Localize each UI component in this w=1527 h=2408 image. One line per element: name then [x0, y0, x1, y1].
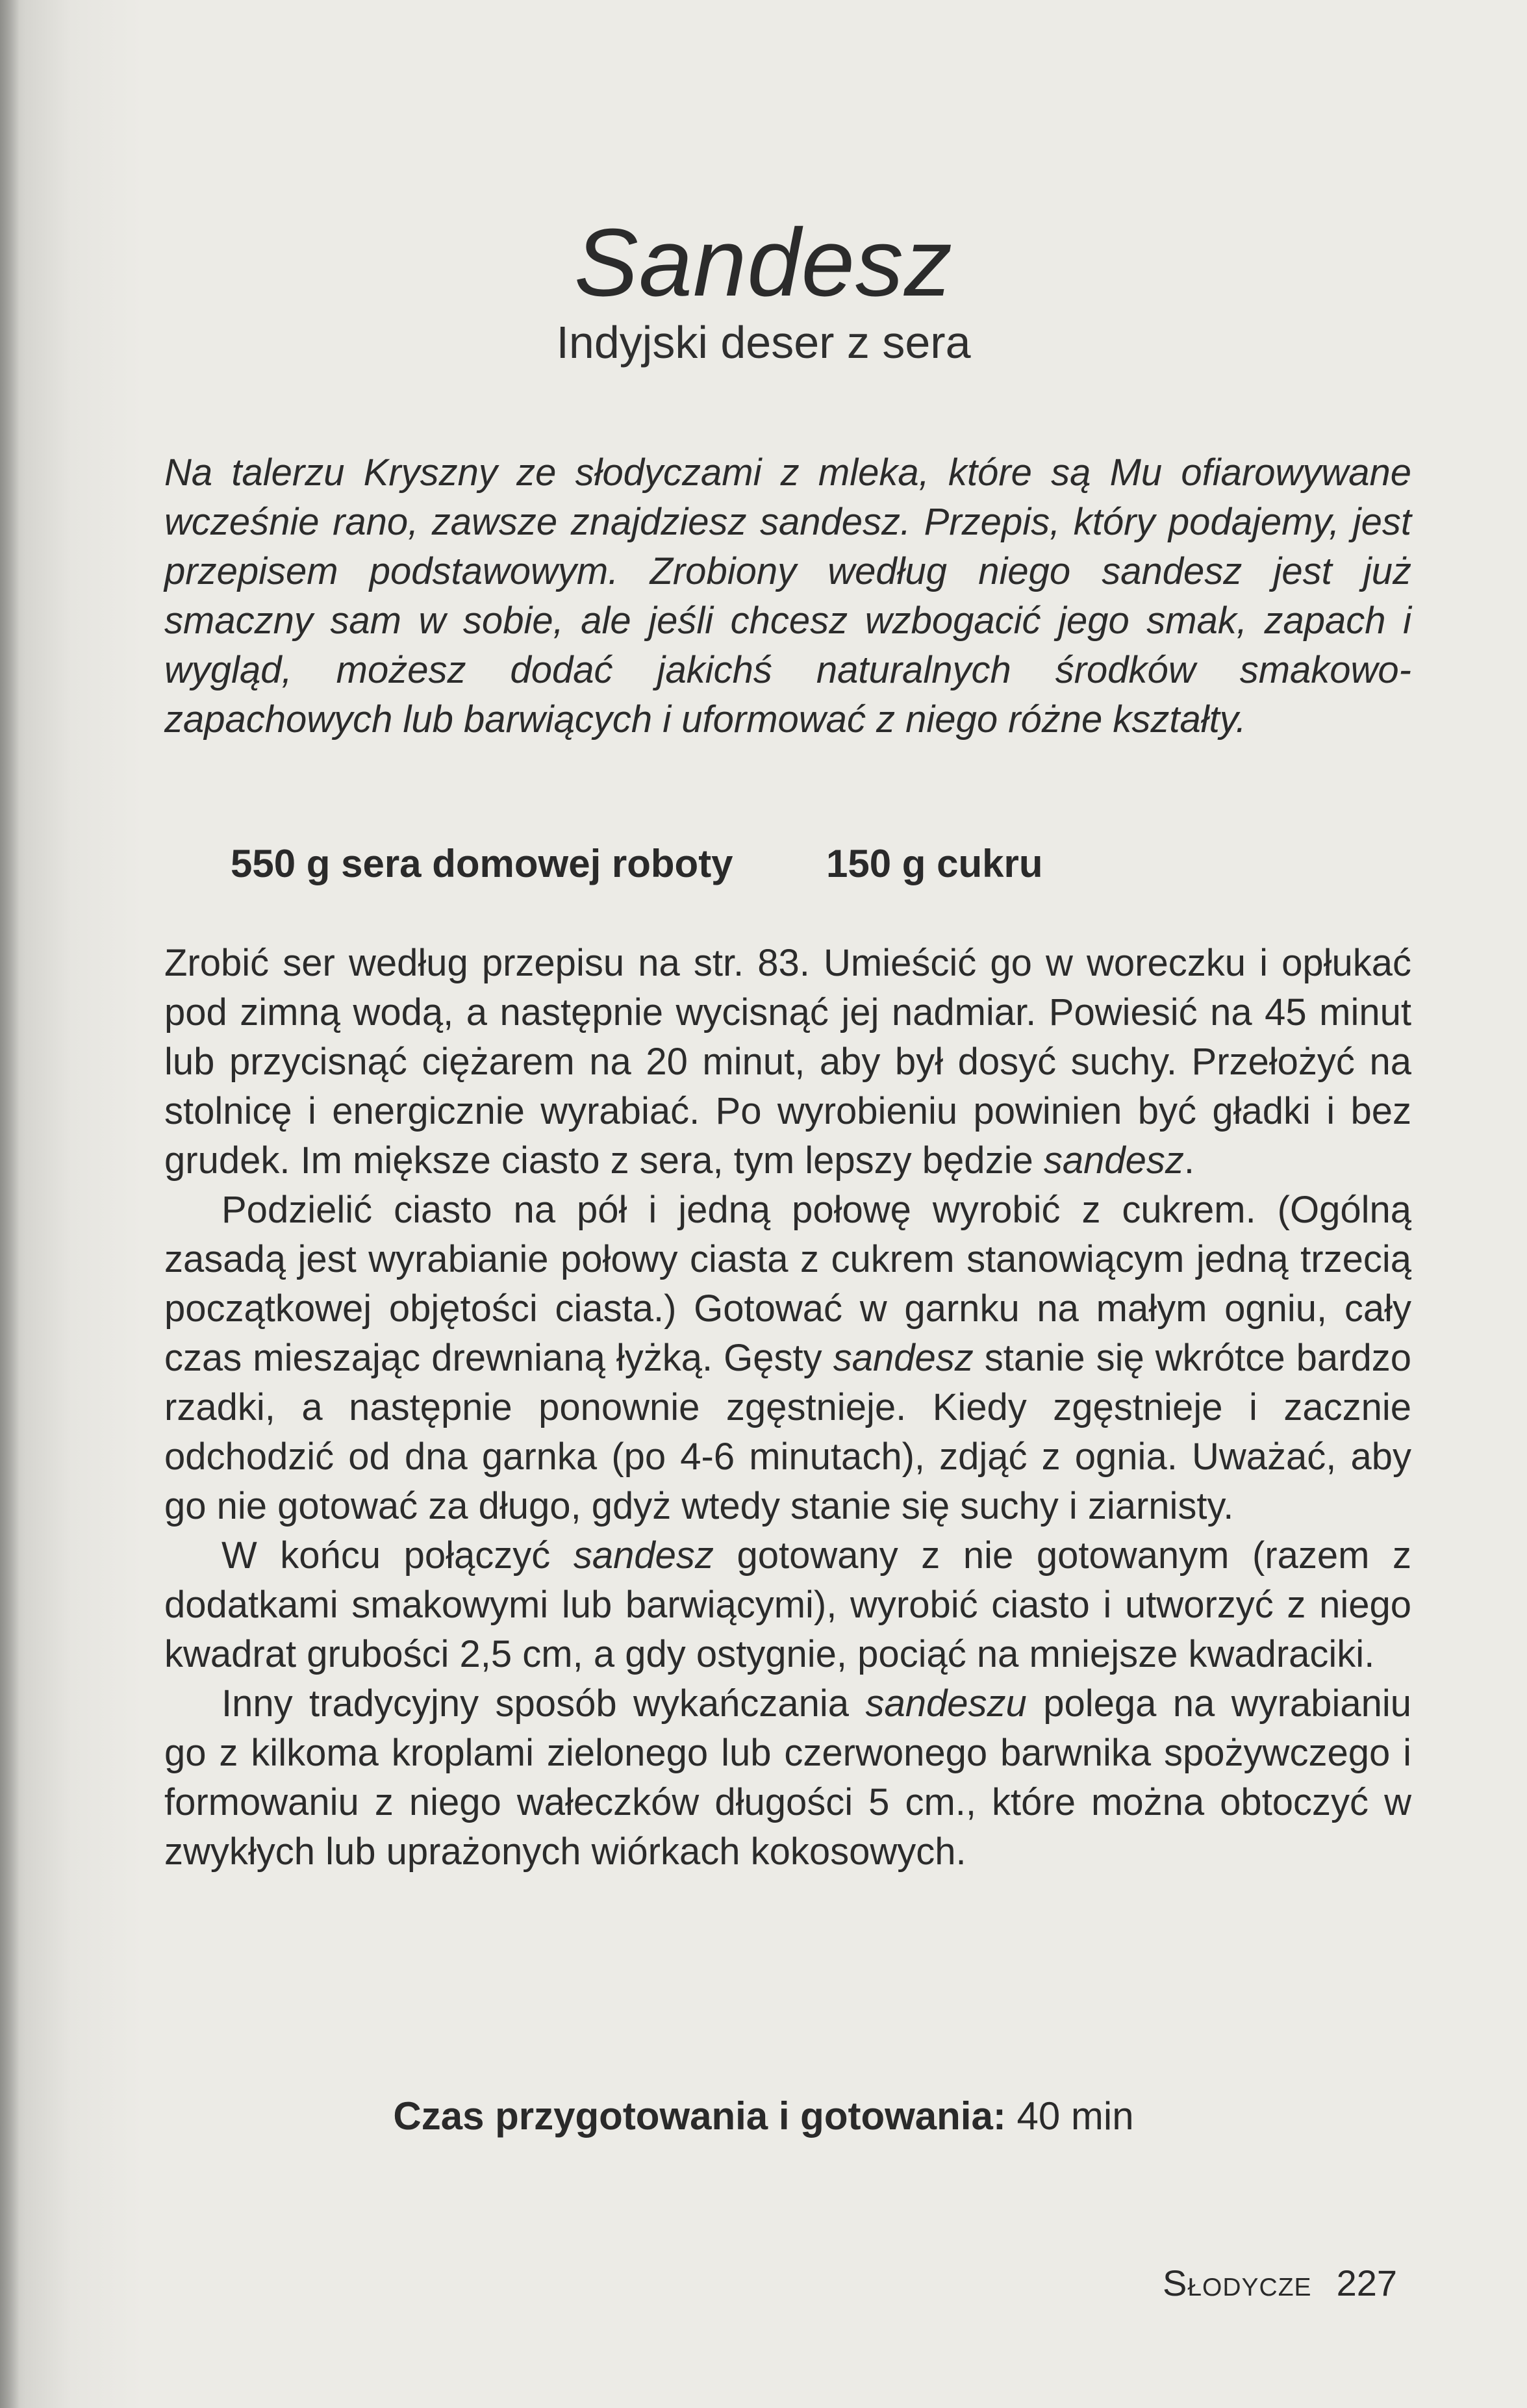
recipe-title: Sandesz — [574, 209, 953, 316]
ingredient-item: 150 g cukru — [826, 842, 1043, 885]
recipe-intro: Na talerzu Kryszny ze słodyczami z mleka, które są Mu ofiarowywane wcześnie rano, zawsze znajdziesz sandesz. Przepis, który podajemy, jest przepisem podstawowym. Zrobiony według niego sandesz jest już smaczny sam w sobie, ale jeśli chcesz wzbogacić jego smak, zapach i wygląd, możesz dodać jakichś naturalnych środków smakowo-zapachowych lub barwiących i uformować z niego różne kształty. — [164, 451, 1411, 741]
page-number: 227 — [1336, 2262, 1397, 2303]
cooking-time — [0, 2090, 1527, 2142]
method-text: polega na wyrabianiu go z kilkoma kroplami zielonego lub czerwonego barwnika spożywczego i formowaniu z niego wałeczków długości 5 cm., które można obtoczyć w zwykłych lub uprażonych wiórkach kokosowych. — [164, 1682, 1411, 1873]
cooking-time-label: Czas przygotowania i gotowania: — [393, 2094, 1006, 2138]
method-text: stanie się wkrótce bardzo rzadki, a następnie ponownie zgęstnieje. Kiedy zgęstnieje i zacznie odchodzić od dna garnka (po 4-6 minutach), zdjąć z ognia. Uważać, aby go nie gotować za długo, gdyż wtedy stanie się suchy i ziarnisty. — [164, 1337, 1411, 1527]
method-text: Podzielić ciasto na pół i jedną połowę wyrobić z cukrem. (Ogólną zasadą jest wyrabianie połowy ciasta z cukrem stanowiącym jedną trzecią początkowej objętości ciasta.) Gotować w garnku na małym ogniu, cały czas mieszając drewnianą łyżką. Gęsty — [164, 1189, 1411, 1379]
method-emphasis: sandesz — [1043, 1139, 1184, 1182]
recipe-method — [164, 939, 1411, 1877]
recipe-subtitle: Indyjski deser z sera — [556, 317, 971, 368]
method-emphasis: sandesz — [573, 1534, 714, 1577]
method-text: . — [1183, 1139, 1194, 1182]
method-text: Inny tradycyjny sposób wykańczania — [221, 1682, 866, 1725]
method-paragraph — [164, 1185, 1411, 1531]
cooking-time-value: 40 min — [1005, 2094, 1134, 2138]
ingredient-item: 550 g sera domowej roboty — [231, 842, 733, 885]
page-footer — [1163, 2261, 1397, 2306]
method-paragraph — [164, 1679, 1411, 1877]
ingredients-list — [0, 838, 1527, 896]
method-emphasis: sandesz — [833, 1337, 974, 1379]
method-emphasis: sandeszu — [865, 1682, 1027, 1725]
method-paragraph — [164, 939, 1411, 1185]
section-name: Słodycze — [1163, 2262, 1312, 2303]
method-text: gotowany z nie gotowanym (razem z dodatkami smakowymi lub barwiącymi), wyrobić ciasto i utworzyć z niego kwadrat grubości 2,5 cm, a gdy ostygnie, pociąć na mniejsze kwadraciki. — [164, 1534, 1411, 1675]
method-text: Zrobić ser według przepisu na str. 83. Umieścić go w woreczku i opłukać pod zimną wodą, a następnie wycisnąć jej nadmiar. Powiesić na 45 minut lub przycisnąć ciężarem na 20 minut, aby był dosyć suchy. Przełożyć na stolnicę i energicznie wyrabiać. Po wyrobieniu powinien być gładki i bez grudek. Im miększe ciasto z sera, tym lepszy będzie — [164, 942, 1411, 1182]
method-paragraph — [164, 1531, 1411, 1679]
method-text: W końcu połączyć — [221, 1534, 574, 1577]
